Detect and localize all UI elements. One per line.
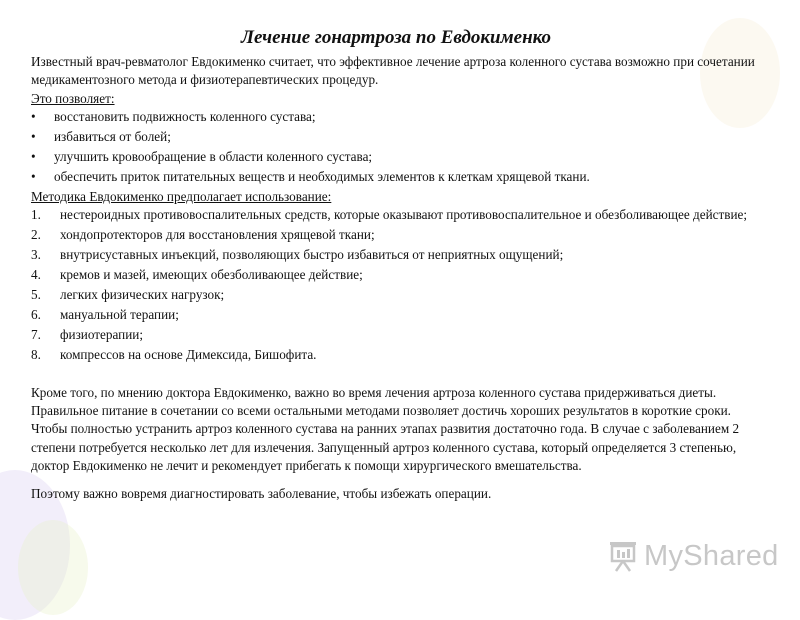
bullet-icon: •	[31, 129, 36, 145]
list-item-number: 6.	[31, 306, 41, 322]
list-item	[31, 148, 761, 166]
list-item	[31, 108, 761, 126]
benefits-list	[31, 108, 761, 186]
list-item-number: 8.	[31, 346, 41, 362]
list-item-text: обеспечить приток питательных веществ и необходимых элементов к клеткам хрящевой ткани.	[54, 168, 590, 184]
logo-text: MyShared	[644, 539, 779, 572]
list-item-text: внутрисуставных инъекций, позволяющих быстро избавиться от неприятных ощущений;	[60, 247, 564, 263]
list-item-number: 2.	[31, 227, 41, 243]
myshared-logo[interactable]	[608, 536, 779, 576]
list-item-number: 7.	[31, 326, 41, 342]
list-item	[31, 168, 761, 186]
bullet-icon: •	[31, 168, 36, 184]
list-item	[31, 226, 761, 244]
list-item-text: легких физических нагрузок;	[60, 286, 225, 302]
list-item-text: восстановить подвижность коленного сустава;	[54, 109, 316, 125]
list-item-text: кремов и мазей, имеющих обезболивающее действие;	[60, 266, 363, 282]
list-item	[31, 286, 761, 304]
final-paragraph: Поэтому важно вовремя диагностировать заболевание, чтобы избежать операции.	[31, 485, 492, 501]
diet-paragraph: Кроме того, по мнению доктора Евдокименко, важно во время лечения артроза коленного сустава придерживаться диеты. Правильное питание в сочетании со всеми остальными методами позволяет достичь хороших результатов в короткие сроки. Чтобы полностью устранить артроз коленного сустава на ранних этапах развития достаточно года. В случае с заболеванием 2 степени потребуется несколько лет для излечения. Запущенный артроз коленного сустава, который определяется 3 степенью, доктор Евдокименко не лечит и рекомендует прибегать к помощи хирургического вмешательства.	[31, 384, 740, 474]
list-item	[31, 266, 761, 284]
list-item-text: нестероидных противовоспалительных средств, которые оказывают противовоспалительное и обезболивающее действие;	[60, 207, 748, 223]
spacer	[31, 366, 761, 384]
intro-paragraph: Известный врач-ревматолог Евдокименко считает, что эффективное лечение артроза коленного сустава возможно при сочетании медикаментозного метода и физиотерапевтических процедур.	[31, 54, 755, 88]
presentation-board-icon	[608, 540, 638, 572]
list-item	[31, 326, 761, 344]
list-item	[31, 246, 761, 264]
list-item-text: компрессов на основе Димексида, Бишофита.	[60, 346, 317, 362]
list-item	[31, 128, 761, 146]
list-item-number: 3.	[31, 247, 41, 263]
list-item	[31, 306, 761, 324]
list-item	[31, 206, 761, 224]
list-item-text: мануальной терапии;	[60, 306, 179, 322]
slide-title: Лечение гонартроза по Евдокименко	[240, 27, 552, 48]
slide-content	[31, 26, 761, 503]
list-item-number: 5.	[31, 286, 41, 302]
bullet-icon: •	[31, 149, 36, 165]
list-item-number: 1.	[31, 207, 41, 223]
bullet-icon: •	[31, 109, 36, 125]
list-item	[31, 346, 761, 364]
method-heading: Методика Евдокименко предполагает использование:	[31, 188, 332, 204]
allows-heading: Это позволяет:	[31, 90, 115, 106]
list-item-number: 4.	[31, 266, 41, 282]
balloon-decoration	[18, 520, 88, 615]
methods-list	[31, 206, 761, 364]
list-item-text: хондопротекторов для восстановления хрящевой ткани;	[60, 227, 375, 243]
list-item-text: улучшить кровообращение в области коленного сустава;	[54, 149, 373, 165]
list-item-text: физиотерапии;	[60, 326, 144, 342]
list-item-text: избавиться от болей;	[54, 129, 171, 145]
